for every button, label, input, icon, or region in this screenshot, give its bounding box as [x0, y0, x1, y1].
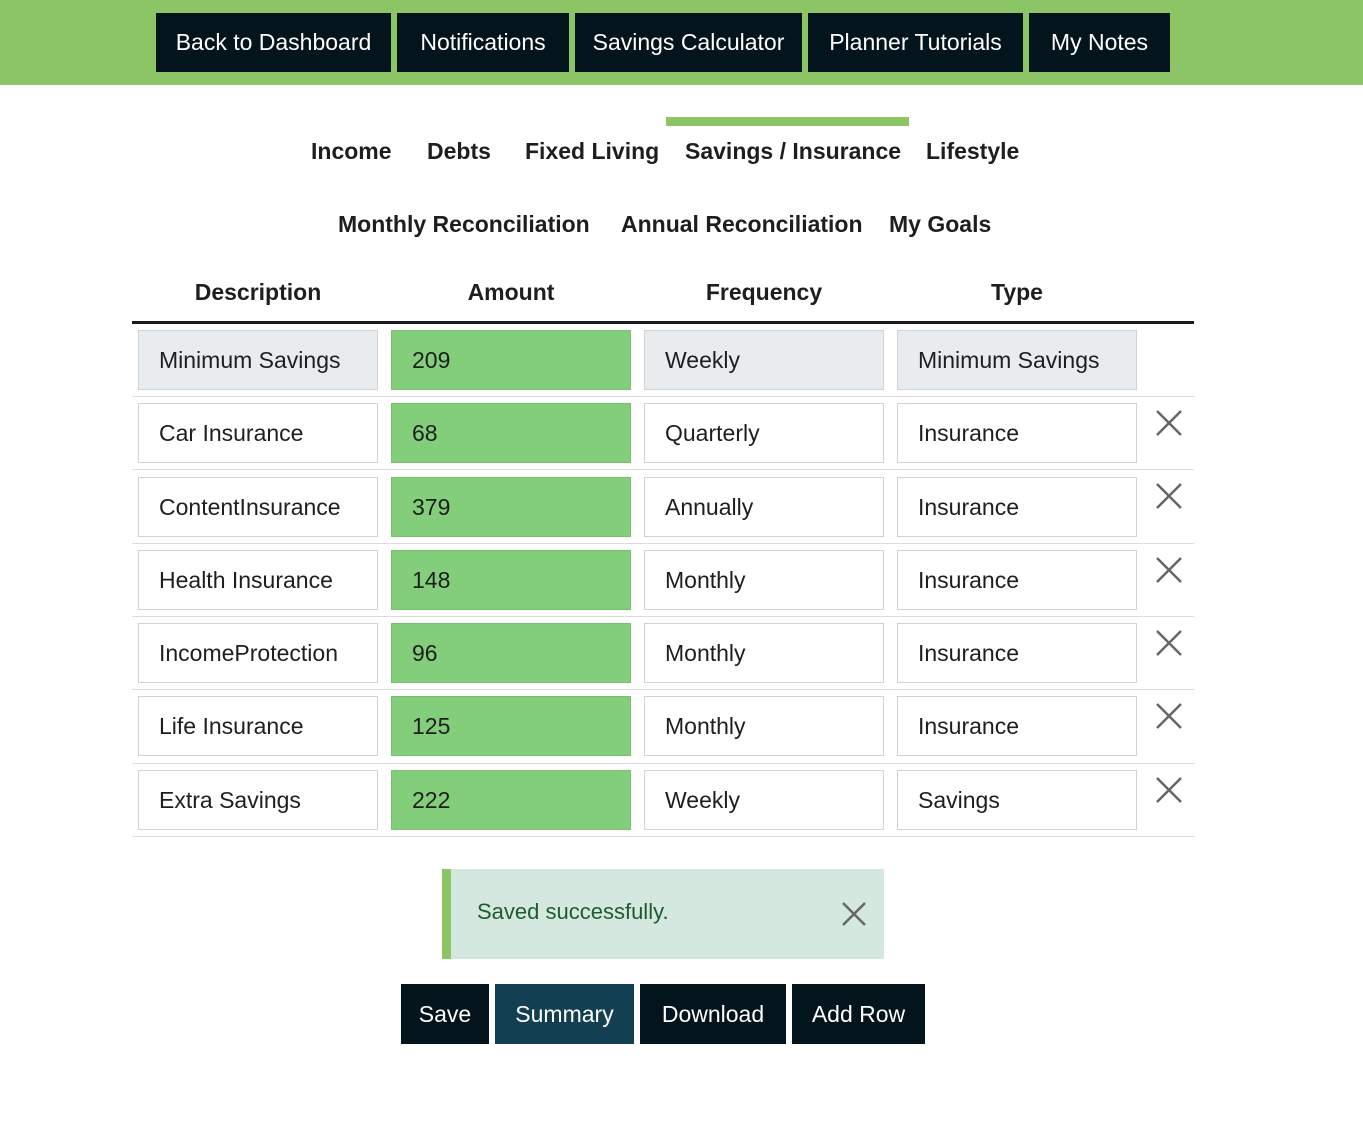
amount-field[interactable]: 125 [391, 696, 631, 756]
tab-my-goals[interactable]: My Goals [889, 211, 992, 237]
frequency-field[interactable]: Monthly [644, 623, 884, 683]
row-divider [132, 469, 1194, 470]
frequency-field[interactable]: Monthly [644, 550, 884, 610]
frequency-field[interactable]: Quarterly [644, 403, 884, 463]
success-alert [442, 869, 884, 959]
tab-income[interactable]: Income [311, 138, 392, 164]
download-button[interactable]: Download [640, 984, 786, 1044]
savings-calculator-button[interactable]: Savings Calculator [575, 13, 802, 72]
description-field[interactable]: IncomeProtection [138, 623, 378, 683]
my-notes-button[interactable]: My Notes [1029, 13, 1170, 72]
type-field[interactable]: Insurance [897, 550, 1137, 610]
summary-button[interactable]: Summary [495, 984, 634, 1044]
row-divider [132, 543, 1194, 544]
active-tab-indicator [666, 117, 909, 126]
delete-row-close-icon[interactable] [1154, 701, 1184, 731]
description-field[interactable]: Extra Savings [138, 770, 378, 830]
type-field: Minimum Savings [897, 330, 1137, 390]
delete-row-close-icon[interactable] [1154, 775, 1184, 805]
amount-field[interactable]: 222 [391, 770, 631, 830]
top-nav-bar [0, 0, 1363, 85]
amount-field[interactable]: 148 [391, 550, 631, 610]
save-button[interactable]: Save [401, 984, 489, 1044]
tab-monthly-reconciliation[interactable]: Monthly Reconciliation [338, 211, 590, 237]
tab-fixed-living[interactable]: Fixed Living [525, 138, 660, 164]
row-divider [132, 616, 1194, 617]
back-to-dashboard-button[interactable]: Back to Dashboard [156, 13, 391, 72]
alert-message: Saved successfully. [477, 899, 669, 924]
notifications-button[interactable]: Notifications [397, 13, 569, 72]
table-header-rule [132, 321, 1194, 324]
description-field[interactable]: Life Insurance [138, 696, 378, 756]
delete-row-close-icon[interactable] [1154, 555, 1184, 585]
frequency-field[interactable]: Monthly [644, 696, 884, 756]
column-header-type: Type [991, 279, 1043, 305]
amount-field[interactable]: 96 [391, 623, 631, 683]
description-field[interactable]: ContentInsurance [138, 477, 378, 537]
column-header-amount: Amount [467, 279, 555, 305]
amount-field[interactable]: 379 [391, 477, 631, 537]
add-row-button[interactable]: Add Row [792, 984, 925, 1044]
column-header-frequency: Frequency [705, 279, 823, 305]
row-divider [132, 689, 1194, 690]
row-divider [132, 763, 1194, 764]
row-divider [132, 396, 1194, 397]
tab-annual-reconciliation[interactable]: Annual Reconciliation [621, 211, 863, 237]
delete-row-close-icon[interactable] [1154, 628, 1184, 658]
type-field[interactable]: Insurance [897, 696, 1137, 756]
type-field[interactable]: Insurance [897, 623, 1137, 683]
amount-field[interactable]: 68 [391, 403, 631, 463]
type-field[interactable]: Insurance [897, 403, 1137, 463]
dismiss-alert-close-icon[interactable] [840, 900, 868, 928]
frequency-field[interactable]: Annually [644, 477, 884, 537]
frequency-field: Weekly [644, 330, 884, 390]
tab-savings-insurance[interactable]: Savings / Insurance [685, 138, 902, 164]
delete-row-close-icon[interactable] [1154, 481, 1184, 511]
type-field[interactable]: Savings [897, 770, 1137, 830]
column-header-description: Description [194, 279, 322, 305]
description-field[interactable]: Car Insurance [138, 403, 378, 463]
row-divider [132, 836, 1194, 837]
frequency-field[interactable]: Weekly [644, 770, 884, 830]
description-field[interactable]: Health Insurance [138, 550, 378, 610]
tab-lifestyle[interactable]: Lifestyle [926, 138, 1020, 164]
description-field: Minimum Savings [138, 330, 378, 390]
tab-debts[interactable]: Debts [427, 138, 491, 164]
delete-row-close-icon[interactable] [1154, 408, 1184, 438]
type-field[interactable]: Insurance [897, 477, 1137, 537]
amount-field[interactable]: 209 [391, 330, 631, 390]
planner-tutorials-button[interactable]: Planner Tutorials [808, 13, 1023, 72]
